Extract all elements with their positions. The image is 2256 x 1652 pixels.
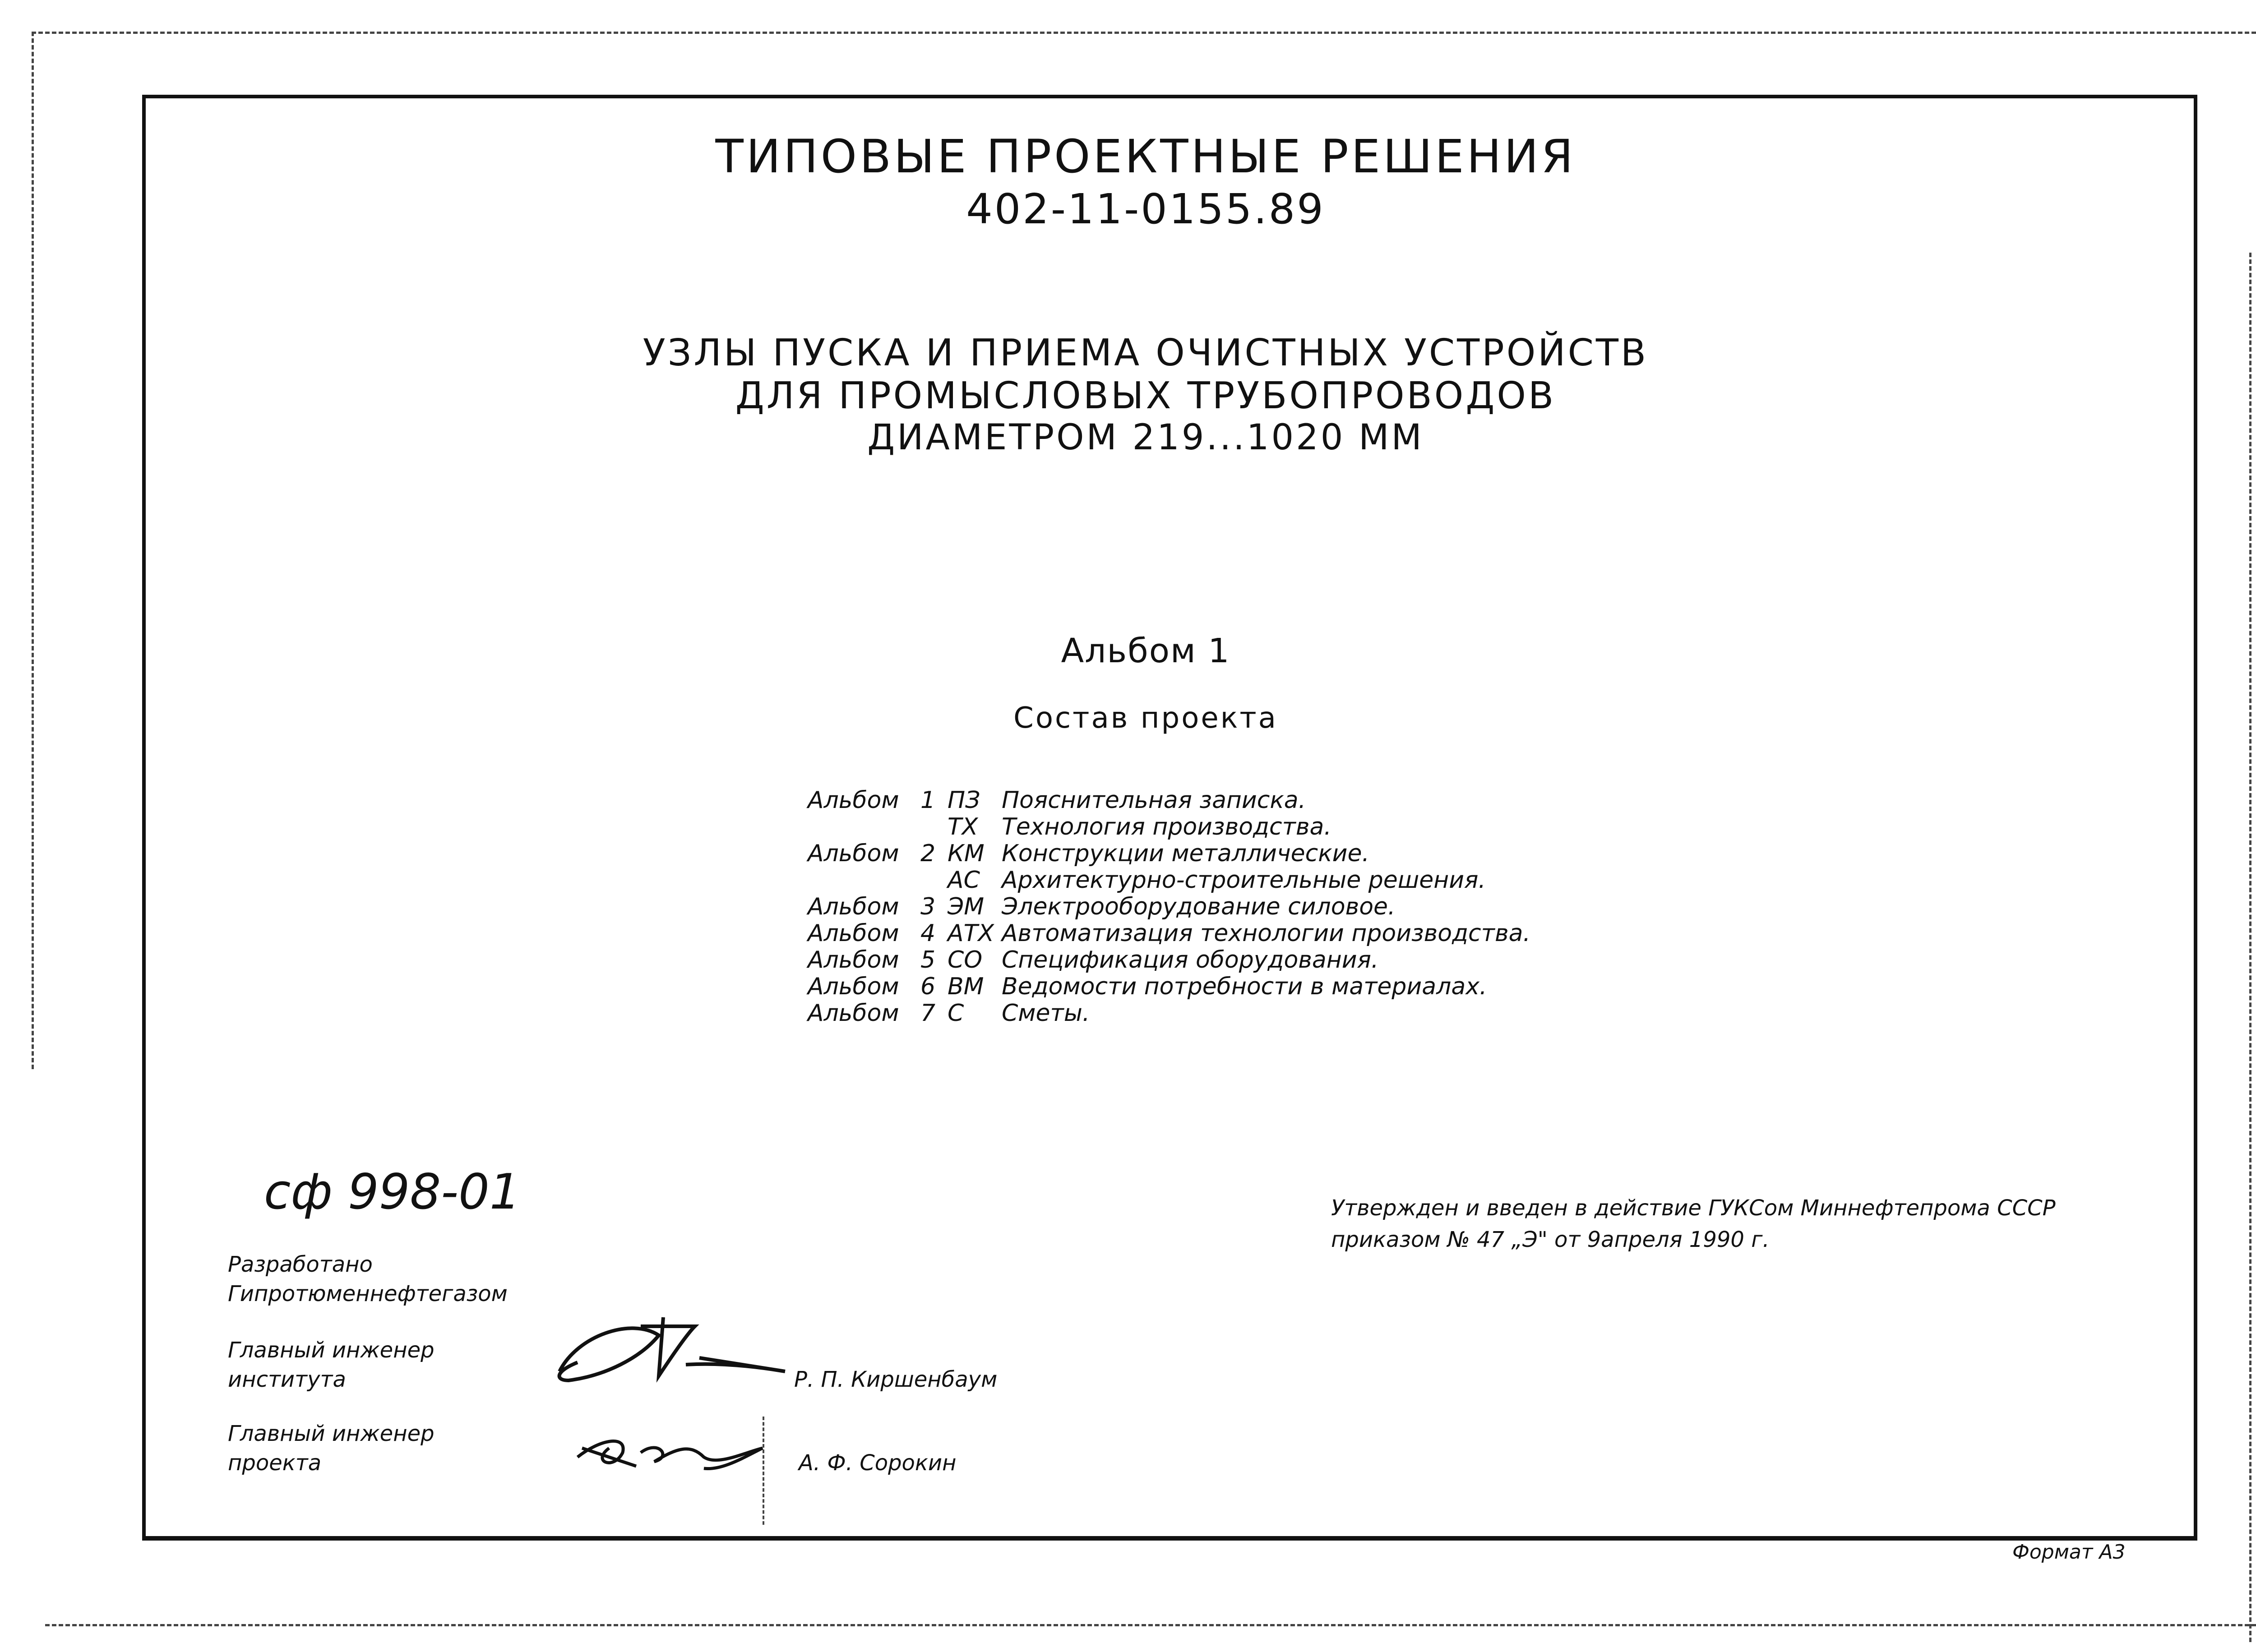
tick-mark <box>763 1417 764 1525</box>
album-number: 7 <box>920 1000 936 1027</box>
signatory-role-cont: института <box>228 1367 346 1392</box>
album-description: Сметы. <box>1002 1000 1090 1027</box>
album-label <box>808 867 920 894</box>
subject-line-1: УЗЛЫ ПУСКА И ПРИЕМА ОЧИСТНЫХ УСТРОЙСТВ <box>643 332 1649 374</box>
album-code: С <box>948 1000 964 1027</box>
composition-title: Состав проекта <box>1013 701 1278 735</box>
document-code: сф 998-01 <box>264 1164 521 1220</box>
album-label: Альбом <box>808 1000 899 1027</box>
list-item <box>808 894 1530 920</box>
album-label: Альбом <box>808 787 899 814</box>
album-number <box>920 867 948 894</box>
scan-border-bottom <box>45 1624 2256 1626</box>
approval-line-2: приказом № 47 „Э" от 9апреля 1990 г. <box>1331 1227 1770 1252</box>
album-label: Альбом <box>808 840 899 867</box>
album-code: ЭМ <box>948 893 985 920</box>
album-number: 5 <box>920 946 936 974</box>
album-description: Конструкции металлические. <box>1002 840 1369 867</box>
list-item <box>808 814 1530 840</box>
sheet-format: Формат А3 <box>2012 1541 2126 1564</box>
album-code: АТХ <box>948 920 994 947</box>
signatory-role: Главный инженер <box>228 1338 435 1363</box>
album-label: Альбом <box>808 893 899 920</box>
list-item <box>808 920 1530 947</box>
list-item <box>808 867 1530 894</box>
series-number: 402-11-0155.89 <box>966 185 1325 233</box>
signatory-name: А. Ф. Сорокин <box>799 1450 957 1476</box>
album-number: 1 <box>920 787 936 814</box>
album-number: 3 <box>920 893 936 920</box>
scan-border-top <box>32 32 2256 34</box>
album-code: АС <box>948 867 980 894</box>
album-description: Автоматизация технологии производства. <box>1002 920 1530 947</box>
album-label: Альбом <box>808 973 899 1000</box>
album-description: Пояснительная записка. <box>1002 787 1306 814</box>
series-title: ТИПОВЫЕ ПРОЕКТНЫЕ РЕШЕНИЯ <box>715 130 1576 184</box>
album-number: 2 <box>920 840 936 867</box>
list-item <box>808 840 1530 867</box>
album-description: Архитектурно-строительные решения. <box>1002 867 1486 894</box>
album-code: ТХ <box>948 813 978 840</box>
signatory-role: Главный инженер <box>228 1421 435 1446</box>
list-item <box>808 1000 1530 1027</box>
album-code: КМ <box>948 840 985 867</box>
signatory-role-cont: проекта <box>228 1450 322 1476</box>
album-code: СО <box>948 946 983 974</box>
developer-org: Гипротюменнефтегазом <box>228 1281 508 1306</box>
subject-line-3: ДИАМЕТРОМ 219...1020 ММ <box>867 417 1424 458</box>
developer-label: Разработано <box>228 1252 373 1277</box>
list-item <box>808 974 1530 1000</box>
album-title: Альбом 1 <box>1061 632 1230 670</box>
album-description: Электрооборудование силовое. <box>1002 893 1396 920</box>
scan-border-right <box>2249 253 2251 1642</box>
album-label: Альбом <box>808 920 899 947</box>
album-label: Альбом <box>808 946 899 974</box>
album-description: Ведомости потребности в материалах. <box>1002 973 1487 1000</box>
album-code: ВМ <box>948 973 984 1000</box>
list-item <box>808 947 1530 974</box>
album-number: 4 <box>920 920 936 947</box>
subject-line-2: ДЛЯ ПРОМЫСЛОВЫХ ТРУБОПРОВОДОВ <box>735 374 1556 417</box>
list-item <box>808 787 1530 814</box>
album-number <box>920 814 948 840</box>
approval-line-1: Утвержден и введен в действие ГУКСом Миннефтепрома СССР <box>1331 1195 2056 1221</box>
album-description: Спецификация оборудования. <box>1002 946 1379 974</box>
album-description: Технология производства. <box>1002 813 1331 840</box>
album-list <box>808 787 1530 1027</box>
signatory-name: Р. П. Киршенбаум <box>794 1367 998 1392</box>
signature-2 <box>573 1421 781 1489</box>
album-number: 6 <box>920 973 936 1000</box>
album-code: ПЗ <box>948 787 980 814</box>
album-label <box>808 814 920 840</box>
signature-1 <box>550 1308 794 1398</box>
